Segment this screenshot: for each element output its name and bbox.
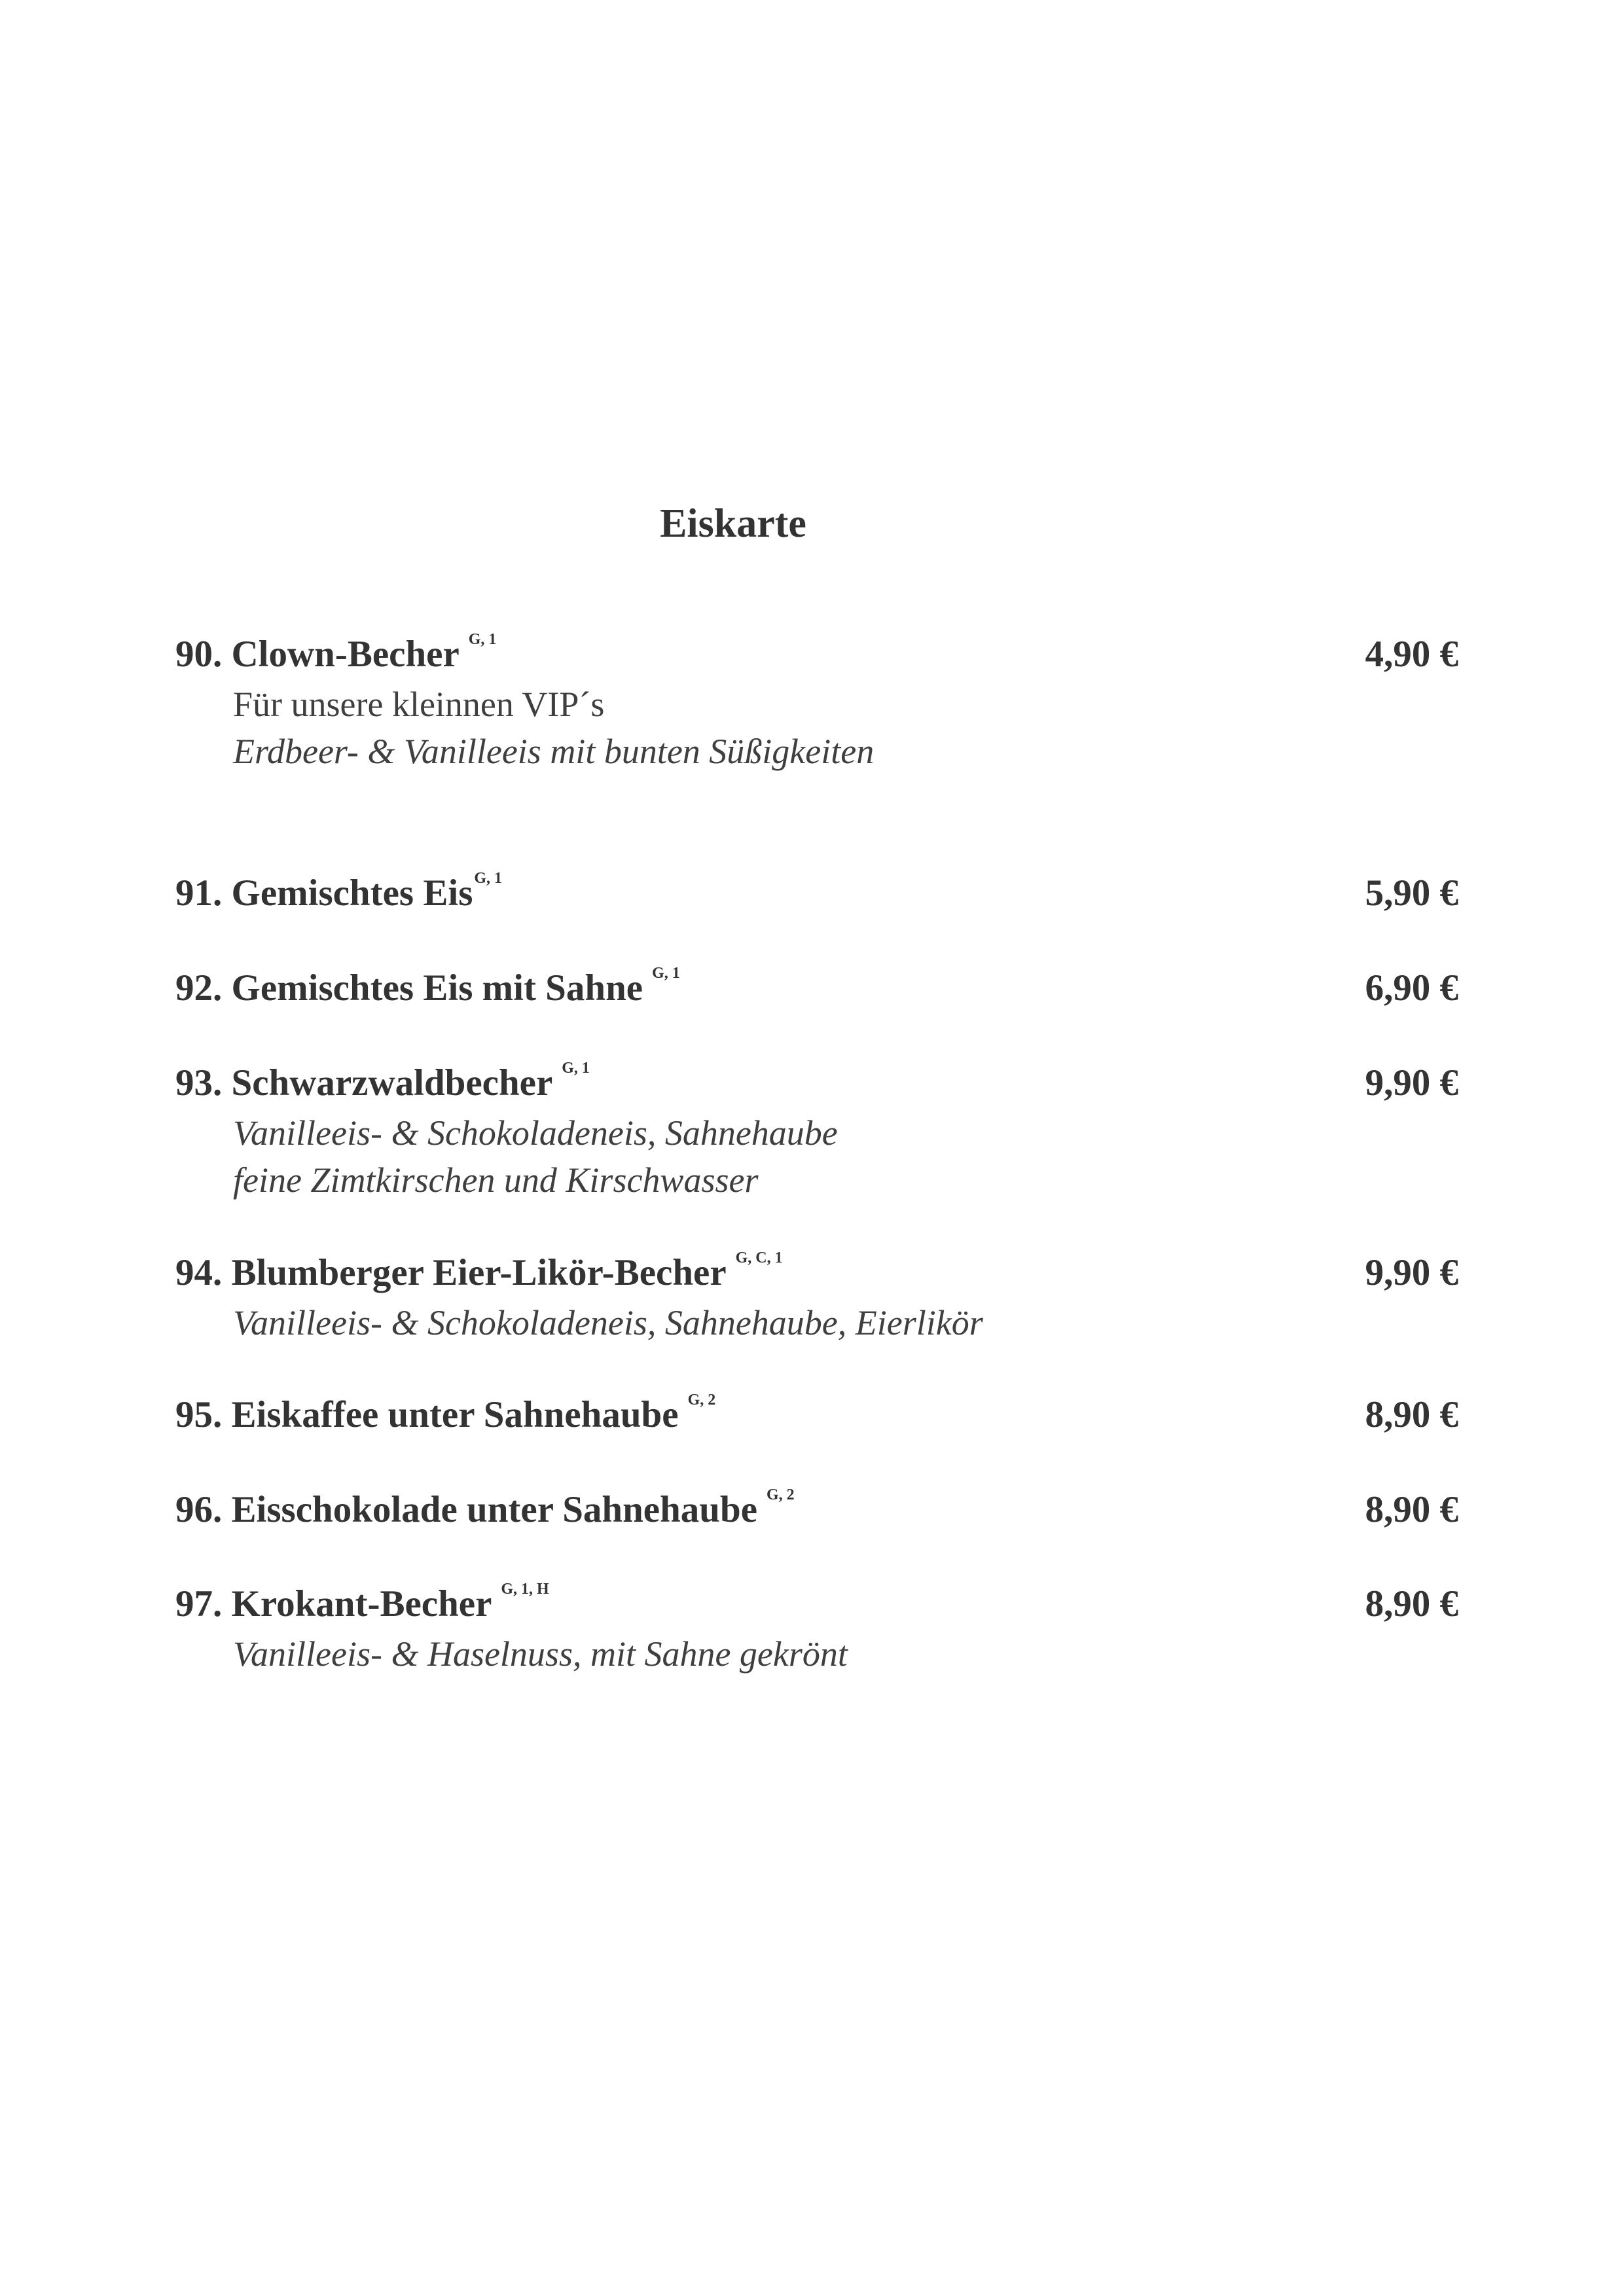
item-price: 9,90 € [1365, 1062, 1458, 1103]
allergen-codes: G, C, 1 [735, 1249, 783, 1266]
allergen-codes: G, 1, H [501, 1581, 549, 1598]
item-description: Erdbeer- & Vanilleeis mit bunten Süßigkeiten [233, 732, 875, 771]
item-description: feine Zimtkirschen und Kirschwasser [233, 1160, 759, 1200]
item-name [175, 962, 680, 1014]
menu-title: Eiskarte [660, 501, 806, 546]
item-description: Vanilleeis- & Haselnuss, mit Sahne gekrönt [233, 1634, 848, 1674]
item-header [175, 962, 1458, 1014]
item-price: 4,90 € [1365, 634, 1458, 675]
item-price: 8,90 € [1365, 1489, 1458, 1530]
item-price: 8,90 € [1365, 1583, 1458, 1624]
item-name-text: 96. Eisschokolade unter Sahnehaube [175, 1489, 758, 1530]
menu-item-92 [175, 962, 1458, 1014]
item-price: 8,90 € [1365, 1394, 1458, 1435]
item-name [175, 1484, 795, 1536]
allergen-codes: G, 2 [687, 1391, 716, 1408]
menu-item-96 [175, 1484, 1458, 1536]
item-price: 5,90 € [1365, 872, 1458, 914]
allergen-codes: G, 1 [474, 870, 503, 887]
item-name [175, 1389, 715, 1441]
menu-item-95 [175, 1389, 1458, 1441]
item-name-text: 91. Gemischtes Eis [175, 872, 473, 914]
item-name-text: 97. Krokant-Becher [175, 1583, 492, 1624]
menu-item-93 [175, 1057, 1458, 1204]
item-subtitle: Für unsere kleinnen VIP´s [233, 685, 605, 724]
allergen-codes: G, 1 [562, 1060, 590, 1077]
item-name [175, 867, 502, 920]
item-name [175, 628, 496, 681]
item-price: 9,90 € [1365, 1252, 1458, 1293]
menu-item-97 [175, 1578, 1458, 1677]
allergen-codes: G, 2 [767, 1486, 795, 1503]
item-header [175, 1389, 1458, 1441]
item-name [175, 1578, 549, 1630]
menu-item-91 [175, 867, 1458, 920]
allergen-codes: G, 1 [652, 965, 680, 982]
item-header [175, 867, 1458, 920]
item-description: Vanilleeis- & Schokoladeneis, Sahnehaube [233, 1113, 838, 1153]
item-header [175, 1057, 1458, 1109]
item-name-text: 93. Schwarzwaldbecher [175, 1062, 553, 1103]
item-name-text: 95. Eiskaffee unter Sahnehaube [175, 1394, 679, 1435]
item-name-text: 94. Blumberger Eier-Likör-Becher [175, 1252, 727, 1293]
item-header [175, 628, 1458, 681]
item-name-text: 92. Gemischtes Eis mit Sahne [175, 967, 643, 1009]
item-name [175, 1057, 590, 1109]
item-header [175, 1578, 1458, 1630]
item-name [175, 1247, 783, 1299]
menu-item-90 [175, 628, 1458, 775]
item-description: Vanilleeis- & Schokoladeneis, Sahnehaube, Eierlikör [233, 1303, 983, 1342]
item-header [175, 1484, 1458, 1536]
item-price: 6,90 € [1365, 967, 1458, 1009]
item-header [175, 1247, 1458, 1299]
allergen-codes: G, 1 [468, 631, 497, 648]
item-name-text: 90. Clown-Becher [175, 634, 460, 675]
menu-item-94 [175, 1247, 1458, 1346]
